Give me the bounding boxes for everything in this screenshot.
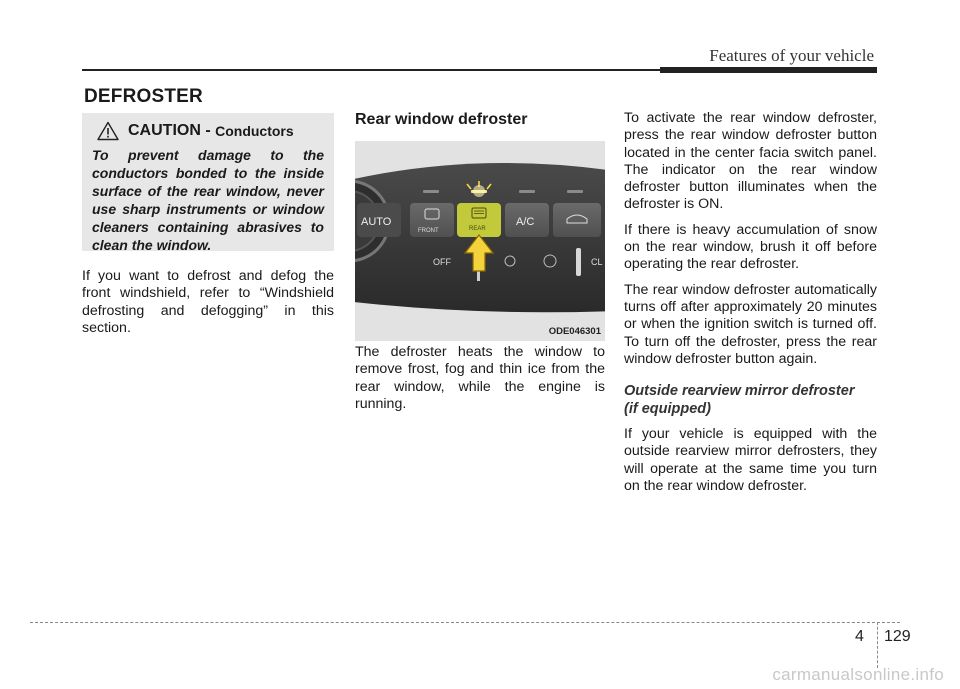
auto-off-paragraph: The rear window defroster automatically turns off after approximately 20 minutes or when the ignition switch is turned off. To turn off the defroster, press the rear window defroster button again.: [624, 281, 877, 367]
windshield-reference-paragraph: If you want to defrost and defog the front windshield, refer to “Windshield defrosting and defogging” in this section.: [82, 268, 334, 336]
figure-label-auto: AUTO: [361, 216, 392, 228]
figure-code: ODE046301: [548, 326, 601, 337]
caution-subject: Conductors: [215, 123, 294, 139]
figure-label-ac: A/C: [516, 216, 535, 228]
figure-label-front: FRONT: [418, 228, 439, 234]
control-panel-figure: [355, 141, 605, 341]
footer-divider: [877, 622, 878, 668]
section-title: DEFROSTER: [84, 86, 203, 107]
caution-text: To prevent damage to the conductors bonded to the inside surface of the rear window, never use sharp instruments or window cleaners containing abrasives to clean the window.: [92, 147, 324, 253]
warning-triangle-icon: [97, 121, 119, 141]
watermark: carmanualsonline.info: [772, 665, 944, 684]
rear-window-defroster-heading: Rear window defroster: [355, 111, 528, 128]
page-number: 129: [884, 628, 911, 645]
header-rule-accent: [660, 67, 877, 73]
right-column: [624, 110, 877, 503]
chapter-number: 4: [855, 628, 864, 645]
figure-label-off: OFF: [433, 257, 451, 267]
running-header: Features of your vehicle: [709, 46, 874, 65]
climate-control-panel-illustration: [355, 141, 605, 341]
caution-box: [82, 113, 334, 251]
caution-label: CAUTION -: [128, 122, 211, 139]
defroster-description-paragraph: The defroster heats the window to remove frost, fog and thin ice from the rear window, while the engine is running.: [355, 344, 605, 412]
figure-label-cl: CL: [591, 257, 603, 267]
mirror-defroster-heading-line1: Outside rearview mirror defroster: [624, 383, 855, 400]
mirror-defroster-heading: [624, 382, 877, 418]
footer-rule: [30, 622, 900, 623]
mirror-defroster-heading-line2: (if equipped): [624, 401, 711, 418]
snow-paragraph: If there is heavy accumulation of snow on the rear window, brush it off before operating the rear defroster.: [624, 221, 877, 273]
mirror-defroster-paragraph: If your vehicle is equipped with the outside rearview mirror defrosters, they will operate at the same time you turn on the rear window defroster.: [624, 426, 877, 495]
figure-label-rear: REAR: [469, 226, 486, 232]
caution-header: [97, 121, 324, 141]
activate-paragraph: To activate the rear window defroster, press the rear window defroster button located in the center facia switch panel. The indicator on the rear window defroster button illuminates when the defroster is ON.: [624, 110, 877, 213]
